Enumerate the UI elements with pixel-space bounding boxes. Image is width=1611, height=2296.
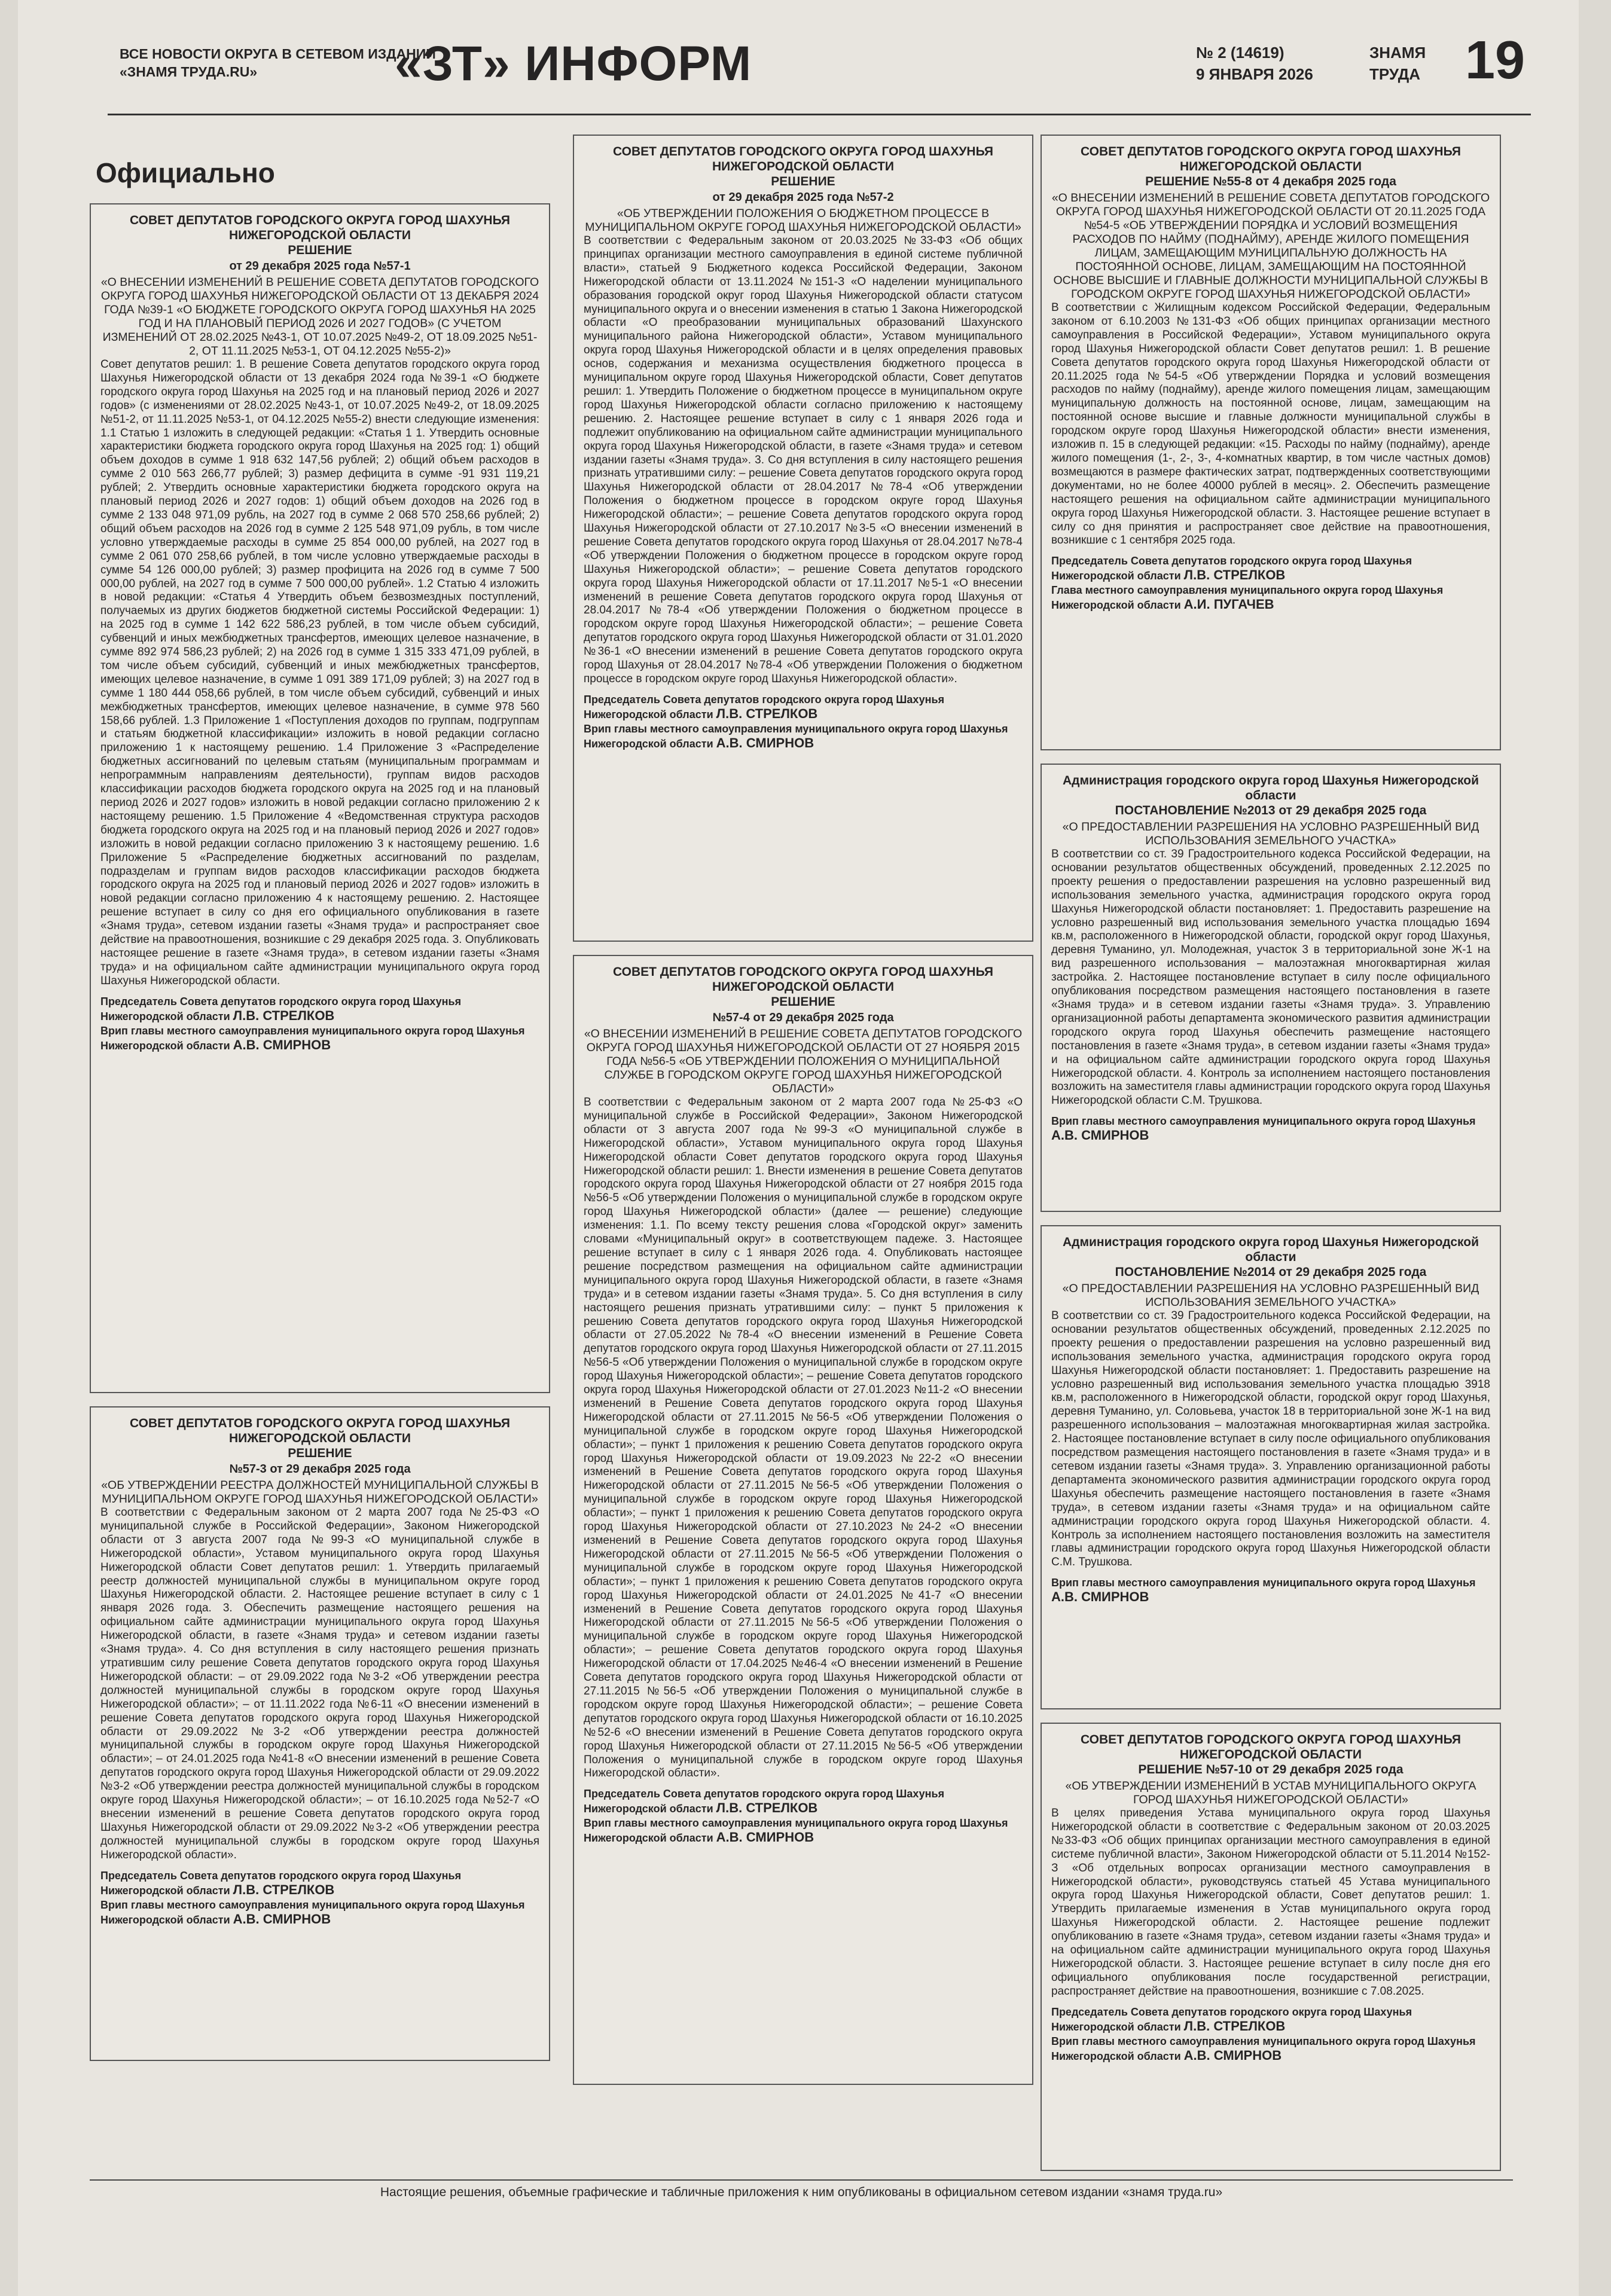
signer-1-name: Л.В. СТРЕЛКОВ bbox=[233, 1882, 335, 1897]
signer-2-name: А.И. ПУГАЧЕВ bbox=[1183, 597, 1274, 612]
doc-authority: СОВЕТ ДЕПУТАТОВ ГОРОДСКОГО ОКРУГА ГОРОД ШАХУНЬЯ НИЖЕГОРОДСКОЙ ОБЛАСТИ bbox=[1081, 1733, 1461, 1761]
doc-kind: РЕШЕНИЕ bbox=[288, 1446, 352, 1460]
doc-authority: СОВЕТ ДЕПУТАТОВ ГОРОДСКОГО ОКРУГА ГОРОД ШАХУНЬЯ НИЖЕГОРОДСКОЙ ОБЛАСТИ bbox=[130, 1416, 510, 1445]
doc-kind: ПОСТАНОВЛЕНИЕ №2013 от 29 декабря 2025 года bbox=[1115, 804, 1427, 817]
signer-1-title: Врип главы местного самоуправления муниципального округа город Шахунья bbox=[1051, 1577, 1476, 1589]
signer-2-name: А.В. СМИРНОВ bbox=[716, 1830, 814, 1845]
doc-authority: СОВЕТ ДЕПУТАТОВ ГОРОДСКОГО ОКРУГА ГОРОД ШАХУНЬЯ НИЖЕГОРОДСКОЙ ОБЛАСТИ bbox=[130, 213, 510, 242]
signer-2-name: А.В. СМИРНОВ bbox=[233, 1911, 331, 1926]
doc-title: «ОБ УТВЕРЖДЕНИИ РЕЕСТРА ДОЛЖНОСТЕЙ МУНИЦИПАЛЬНОЙ СЛУЖБЫ В МУНИЦИПАЛЬНОМ ОКРУГЕ ГОРОД ШАХУНЬЯ НИЖЕГОРОДСКОЙ ОБЛАСТИ» bbox=[101, 1479, 539, 1506]
doc-authority: СОВЕТ ДЕПУТАТОВ ГОРОДСКОГО ОКРУГА ГОРОД ШАХУНЬЯ НИЖЕГОРОДСКОЙ ОБЛАСТИ bbox=[1081, 145, 1461, 173]
doc-body: Совет депутатов решил: 1. В решение Совета депутатов городского округа город Шахунья Нижегородской области от 13 декабря 2024 года №39-1 «О бюджете городского округа город Шахунья на 2025 год и на плановый период 2026 и 2027 годов» (с изменениями от 28.02.2025 №43-1, от 10.07.2025 №49-2, от 18.09.2025 №51-2, от 11.11.2025 №53-1, от 04.12.2025 №55-2) внести следующие изменения: 1.1 Статью 1 изложить в следующей редакции: «Статья 1 1. Утвердить основные характеристики бюджета городского округа город Шахунья на 2025 год: 1) общий объем доходов в сумме 1 918 632 147,56 рублей; 2) общий объем расходов в сумме 2 010 563 266,77 рублей; 3) размер дефицита в сумме -91 931 119,21 рублей; 2. Утвердить основные характеристики бюджета городского округа на плановый период 2026 и 2027 годов: 1) общий объем доходов на 2026 год в сумме 2 133 048 971,09 рубль, на 2027 год в сумме 2 068 570 258,66 рублей; 2) общий объем расходов на 2026 год в сумме 2 125 548 971,09 рубль, в том числе условно утверждаемые расходы в сумме 25 854 000,00 рублей, на 2027 год в сумме 2 061 070 258,66 рублей, в том числе условно утверждаемые расходы в сумме 54 126 000,00 рублей; 3) размер профицита на 2026 год в сумме 7 500 000,00 рублей, на 2027 год в сумме 7 500 000,00 рублей». 1.2 Статью 4 изложить в новой редакции: «Статья 4 Утвердить объем безвозмездных поступлений, получаемых из других бюджетов бюджетной системы Российской Федерации: 1) на 2025 год в сумме 1 142 622 586,23 рублей, в том числе объем субсидий, субвенций и иных межбюджетных трансфертов, имеющих целевое назначение, в сумме 892 974 586,23 рублей; 2) на 2026 год в сумме 1 315 333 471,09 рублей, в том числе объем субсидий, субвенций и иных межбюджетных трансфертов, имеющих целевое назначение, в сумме 1 091 389 171,09 рублей; 3) на 2027 год в сумме 1 180 444 058,66 рублей, в том числе объем субсидий, субвенций и иных межбюджетных трансфертов, имеющих целевое назначение, в сумме 978 560 158,66 рублей. 1.3 Приложение 1 «Поступления доходов по группам, подгруппам и статьям бюджетной классификации» изложить в новой редакции согласно приложению 1 к настоящему решению. 1.4 Приложение 3 «Распределение бюджетных ассигнований по целевым статьям (муниципальным программам и непрограммным направлениям деятельности), группам видов расходов классификации расходов бюджета городского округа на 2025 год и на плановый период 2026 и 2027 годов» изложить в новой редакции согласно приложению 2 к настоящему решению. 1.5 Приложение 4 «Ведомственная структура расходов бюджета городского округа на 2025 год и на плановый период 2026 и 2027 годов» изложить в новой редакции согласно приложению 3 к настоящему решению. 1.6 Приложение 5 «Распределение бюджетных ассигнований по разделам, подразделам и группам видов расходов классификации расходов бюджета городского округа на 2025 год и плановый период 2026 и 2027 годов» изложить в новой редакции согласно приложению 4 к настоящему решению. 2. Настоящее решение вступает в силу со дня его официального опубликования в газете «Знамя труда», сетевом издании газеты «Знамя труда» и распространяет свое действие на правоотношения, возникшие с 29 декабря 2025 года. 3. Опубликовать настоящее решение в газете «Знамя труда», в сетевом издании газеты «Знамя труда» и на официальном сайте администрации муниципального округа город Шахунья Нижегородской области. bbox=[100, 358, 539, 987]
document-57-4 bbox=[573, 955, 1033, 2085]
doc-kind: ПОСТАНОВЛЕНИЕ №2014 от 29 декабря 2025 года bbox=[1115, 1265, 1427, 1279]
doc-date: от 29 декабря 2025 года №57-2 bbox=[712, 191, 894, 204]
doc-title: «ОБ УТВЕРЖДЕНИИ ИЗМЕНЕНИЙ В УСТАВ МУНИЦИПАЛЬНОГО ОКРУГА ГОРОД ШАХУНЬЯ НИЖЕГОРОДСКОЙ ОБЛАСТИ» bbox=[1065, 1779, 1476, 1806]
doc-signature bbox=[1051, 2005, 1490, 2063]
signer-2-title: Врип главы местного самоуправления муниципального округа город Шахунья Нижегородской области bbox=[100, 1024, 525, 1052]
signer-2-name: А.В. СМИРНОВ bbox=[716, 735, 814, 750]
doc-title: «О ВНЕСЕНИИ ИЗМЕНЕНИЙ В РЕШЕНИЕ СОВЕТА ДЕПУТАТОВ ГОРОДСКОГО ОКРУГА ГОРОД ШАХУНЬЯ НИЖЕГОРОДСКОЙ ОБЛАСТИ ОТ 27 НОЯБРЯ 2015 ГОДА №56-5 «ОБ УТВЕРЖДЕНИИ ПОЛОЖЕНИЯ О МУНИЦИПАЛЬНОЙ СЛУЖБЕ В ГОРОДСКОМ ОКРУГЕ ГОРОД ШАХУНЬЯ НИЖЕГОРОДСКОЙ ОБЛАСТИ» bbox=[584, 1027, 1023, 1095]
newspaper-name-2: ТРУДА bbox=[1369, 65, 1421, 83]
signer-1-title: Председатель Совета депутатов городского округа город Шахунья Нижегородской области bbox=[100, 1869, 462, 1897]
signer-2-title: Глава местного самоуправления муниципального округа город Шахунья Нижегородской области bbox=[1051, 584, 1444, 612]
doc-signature bbox=[1051, 1576, 1490, 1605]
signer-2-name: А.В. СМИРНОВ bbox=[233, 1037, 331, 1052]
signer-1-title: Председатель Совета депутатов городского округа город Шахунья Нижегородской области bbox=[100, 995, 462, 1022]
doc-body: В соответствии с Федеральным законом от 20.03.2025 №33-ФЗ «Об общих принципах организации местного самоуправления в единой системе публичной власти», статьей 9 Бюджетного кодекса Российской Федерации, Законом Нижегородской области от 13.11.2024 №151-З «О наделении муниципального образования городской округ город Шахунья Нижегородской области статусом муниципального округа и о внесении изменения в статью 1 Закона Нижегородской области «О преобразовании муниципальных образований Шахунского муниципального района Нижегородской области», Уставом муниципального округа город Шахунья Нижегородской области и в целях определения правовых основ, содержания и механизма осуществления бюджетного процесса в муниципальном округе город Шахунья Нижегородской области, Совет депутатов решил: 1. Утвердить Положение о бюджетном процессе в муниципальном округе город Шахунья Нижегородской области согласно приложению к настоящему решению. 2. Настоящее решение вступает в силу с 1 января 2026 года и подлежит опубликованию на официальном сайте администрации муниципального округа город Шахунья Нижегородской области, в газете «Знамя труда» и сетевом издании газеты «Знамя труда». 3. Со дня вступления в силу настоящего решения признать утратившими силу: – решение Совета депутатов городского округа город Шахунья Нижегородской области от 28.04.2017 №78-4 «Об утверждении Положения о бюджетном процессе в городском округе город Шахунья Нижегородской области»; – решение Совета депутатов городского округа город Шахунья Нижегородской области от 27.10.2017 №3-5 «О внесении изменений в решение Совета депутатов городского округа город Шахунья от 28.04.2017 №78-4 «Об утверждении Положения о бюджетном процессе в городском округе город Шахунья Нижегородской области»; – решение Совета депутатов городского округа город Шахунья Нижегородской области от 17.11.2017 №5-1 «О внесении изменений в решение Совета депутатов городского округа город Шахунья от 28.04.2017 №78-4 «Об утверждении Положения о бюджетном процессе в городском округе город Шахунья Нижегородской области»; – решение Совета депутатов городского округа город Шахунья Нижегородской области от 31.01.2020 №36-1 «О внесении изменений в решение Совета депутатов городского округа город Шахунья от 28.04.2017 №78-4 «Об утверждении Положения о бюджетном процессе в городском округе город Шахунья Нижегородской области». bbox=[584, 234, 1023, 685]
newspaper-name bbox=[1369, 42, 1426, 85]
doc-signature bbox=[100, 1868, 539, 1927]
page-number: 19 bbox=[1465, 30, 1525, 90]
doc-signature bbox=[1051, 554, 1490, 612]
page-header bbox=[108, 24, 1531, 115]
doc-kind: РЕШЕНИЕ №57-10 от 29 декабря 2025 года bbox=[1138, 1763, 1403, 1776]
signer-1-name: Л.В. СТРЕЛКОВ bbox=[716, 1800, 818, 1816]
document-57-3 bbox=[90, 1406, 550, 2061]
signer-1-name: Л.В. СТРЕЛКОВ bbox=[233, 1007, 335, 1023]
doc-authority: СОВЕТ ДЕПУТАТОВ ГОРОДСКОГО ОКРУГА ГОРОД ШАХУНЬЯ НИЖЕГОРОДСКОЙ ОБЛАСТИ bbox=[613, 145, 993, 173]
doc-title: «О ПРЕДОСТАВЛЕНИИ РАЗРЕШЕНИЯ НА УСЛОВНО РАЗРЕШЕННЫЙ ВИД ИСПОЛЬЗОВАНИЯ ЗЕМЕЛЬНОГО УЧАСТКА» bbox=[1062, 820, 1479, 847]
site-promo bbox=[120, 45, 436, 81]
signer-1-name: А.В. СМИРНОВ bbox=[1051, 1589, 1149, 1605]
rubric-title: Официально bbox=[96, 157, 275, 188]
doc-signature bbox=[584, 692, 1023, 751]
column-left bbox=[90, 203, 550, 2074]
doc-title: «О ВНЕСЕНИИ ИЗМЕНЕНИЙ В РЕШЕНИЕ СОВЕТА ДЕПУТАТОВ ГОРОДСКОГО ОКРУГА ГОРОД ШАХУНЬЯ НИЖЕГОРОДСКОЙ ОБЛАСТИ ОТ 13 ДЕКАБРЯ 2024 ГОДА №39-1 «О БЮДЖЕТЕ ГОРОДСКОГО ОКРУГА ГОРОД ШАХУНЬЯ НА 2025 ГОД И НА ПЛАНОВЫЙ ПЕРИОД 2026 И 2027 ГОДОВ» (С УЧЕТОМ ИЗМЕНЕНИЙ ОТ 28.02.2025 №43-1, ОТ 10.07.2025 №49-2, ОТ 18.09.2025 №51-2, ОТ 11.11.2025 №53-1, ОТ 04.12.2025 №55-2)» bbox=[100, 276, 539, 358]
signer-1-name: Л.В. СТРЕЛКОВ bbox=[1183, 2018, 1286, 2034]
document-2013 bbox=[1041, 764, 1501, 1212]
issue-info bbox=[1196, 42, 1313, 85]
signer-1-title: Врип главы местного самоуправления муниципального округа город Шахунья bbox=[1051, 1115, 1476, 1128]
doc-date: №57-4 от 29 декабря 2025 года bbox=[712, 1011, 894, 1024]
document-55-8 bbox=[1041, 135, 1501, 750]
signer-1-title: Председатель Совета депутатов городского округа город Шахунья Нижегородской области bbox=[1051, 555, 1412, 582]
issue-date: 9 ЯНВАРЯ 2026 bbox=[1196, 65, 1313, 83]
signer-1-title: Председатель Совета депутатов городского округа город Шахунья Нижегородской области bbox=[1051, 2005, 1412, 2033]
signer-2-name: А.В. СМИРНОВ bbox=[1183, 2047, 1282, 2063]
column-middle bbox=[573, 135, 1033, 2098]
document-57-1 bbox=[90, 203, 550, 1393]
doc-date: от 29 декабря 2025 года №57-1 bbox=[229, 259, 411, 273]
page-footer-note: Настоящие решения, объемные графические и табличные приложения к ним опубликованы в официальном сетевом издании «знамя труда.ru» bbox=[90, 2179, 1513, 2200]
doc-kind: РЕШЕНИЕ №55-8 от 4 декабря 2025 года bbox=[1145, 175, 1396, 188]
doc-title: «ОБ УТВЕРЖДЕНИИ ПОЛОЖЕНИЯ О БЮДЖЕТНОМ ПРОЦЕССЕ В МУНИЦИПАЛЬНОМ ОКРУГЕ ГОРОД ШАХУНЬЯ НИЖЕГОРОДСКОЙ ОБЛАСТИ» bbox=[585, 207, 1021, 234]
site-line-2: «ЗНАМЯ ТРУДА.RU» bbox=[120, 64, 258, 80]
doc-signature bbox=[584, 1787, 1023, 1845]
doc-kind: РЕШЕНИЕ bbox=[771, 175, 835, 188]
doc-body: В целях приведения Устава муниципального округа город Шахунья Нижегородской области в соответствие с Федеральным законом от 20.03.2025 №33-ФЗ «Об общих принципах организации местного самоуправления в единой системе публичной власти», Законом Нижегородской области от 5.11.2014 №152-З «Об отдельных вопросах организации местного самоуправления в Нижегородской области», руководствуясь статьей 45 Устава муниципального округа город Шахунья Нижегородской области, Совет депутатов решил: 1. Утвердить прилагаемые изменения в Устав муниципального округа город Шахунья Нижегородской области. 2. Настоящее решение подлежит опубликованию в газете «Знамя труда», сетевом издании газеты «Знамя труда» и на официальном сайте администрации муниципального округа город Шахунья Нижегородской области. 3. Настоящее решение вступает в силу после дня его официального опубликования после государственной регистрации, распространяет действие на правоотношения, возникшие с 7.08.2025. bbox=[1051, 1807, 1490, 1998]
doc-kind: РЕШЕНИЕ bbox=[771, 995, 835, 1009]
column-right bbox=[1041, 135, 1501, 2184]
signer-2-title: Врип главы местного самоуправления муниципального округа город Шахунья Нижегородской области bbox=[584, 722, 1008, 750]
doc-kind: РЕШЕНИЕ bbox=[288, 243, 352, 257]
signer-2-title: Врип главы местного самоуправления муниципального округа город Шахунья Нижегородской области bbox=[1051, 2035, 1476, 2062]
doc-authority: Администрация городского округа город Шахунья Нижегородской области bbox=[1062, 774, 1479, 802]
doc-body: В соответствии со ст. 39 Градостроительного кодекса Российской Федерации, на основании результатов общественных обсуждений, проведенных 2.12.2025 по проекту решения о предоставлении разрешения на условно разрешенный вид использования земельного участка, администрация городского округа город Шахунья Нижегородской области постановляет: 1. Предоставить разрешение на условно разрешенный вид использования земельного участка площадью 1694 кв.м, расположенного в Нижегородской области, городской округ город Шахунья, деревня Туманино, ул. Молодежная, участок 3 в территориальной зоне Ж-1 на вид разрешенного использования – малоэтажная многоквартирная жилая застройка. 2. Настоящее постановление вступает в силу после официального опубликования посредством размещения настоящего постановления в газете «Знамя труда» и в сетевом издании газеты «Знамя труда». 3. Управлению организационной работы департамента экономического развития администрации городского округа город Шахунья обеспечить размещение настоящего постановления в газете «Знамя труда», в сетевом издании газеты «Знамя труда» и на официальном сайте администрации городского округа город Шахунья Нижегородской области. 4. Контроль за исполнением настоящего постановления возложить на заместителя главы администрации городского округа город Шахунья Нижегородской области С.М. Трушкова. bbox=[1051, 848, 1490, 1107]
doc-body: В соответствии с Федеральным законом от 2 марта 2007 года №25-ФЗ «О муниципальной службе в Российской Федерации», Законом Нижегородской области от 3 августа 2007 года №99-З «О муниципальной службе в Нижегородской области», Уставом муниципального округа город Шахунья Нижегородской области Совет депутатов решил: 1. Утвердить прилагаемый реестр должностей муниципальной службы в муниципальном округе город Шахунья Нижегородской области. 2. Настоящее решение вступает в силу с 1 января 2026 года. 3. Обеспечить размещение настоящего решения на официальном сайте администрации муниципального округа город Шахунья Нижегородской области, в газете «Знамя труда» и сетевом издании газеты «Знамя труда». 4. Со дня вступления в силу настоящего решения признать утратившим силу решение Совета депутатов городского округа город Шахунья Нижегородской области: – от 29.09.2022 года №3-2 «Об утверждении реестра должностей муниципальной службы в городском округе город Шахунья Нижегородской области»; – от 11.11.2022 года №6-11 «О внесении изменений в решение Совета депутатов городского округа город Шахунья Нижегородской области от 29.09.2022 №3-2 «Об утверждении реестра должностей муниципальной службы в городском округе город Шахунья Нижегородской области»; – от 24.01.2025 года №41-8 «О внесении изменений в решение Совета депутатов городского округа город Шахунья Нижегородской области от 29.09.2022 №3-2 «Об утверждении реестра должностей муниципальной службы в городском округе город Шахунья Нижегородской области»; – от 16.10.2025 года №52-7 «О внесении изменений в решение Совета депутатов городского округа город Шахунья Нижегородской области от 29.09.2022 №3-2 «Об утверждении реестра должностей муниципальной службы в городском округе город Шахунья Нижегородской области». bbox=[100, 1506, 539, 1861]
doc-date: №57-3 от 29 декабря 2025 года bbox=[229, 1463, 411, 1476]
signer-1-name: Л.В. СТРЕЛКОВ bbox=[716, 706, 818, 721]
section-brand: «ЗТ» ИНФОРМ bbox=[395, 36, 752, 91]
doc-authority: СОВЕТ ДЕПУТАТОВ ГОРОДСКОГО ОКРУГА ГОРОД ШАХУНЬЯ НИЖЕГОРОДСКОЙ ОБЛАСТИ bbox=[613, 965, 993, 994]
doc-title: «О ВНЕСЕНИИ ИЗМЕНЕНИЙ В РЕШЕНИЕ СОВЕТА ДЕПУТАТОВ ГОРОДСКОГО ОКРУГА ГОРОД ШАХУНЬЯ НИЖЕГОРОДСКОЙ ОБЛАСТИ ОТ 20.11.2025 ГОДА №54-5 «ОБ УТВЕРЖДЕНИИ ПОРЯДКА И УСЛОВИЙ ВОЗМЕЩЕНИЯ РАСХОДОВ ПО НАЙМУ (ПОДНАЙМУ), АРЕНДЕ ЖИЛОГО ПОМЕЩЕНИЯ ЛИЦАМ, ЗАМЕЩАЮЩИМ МУНИЦИПАЛЬНУЮ ДОЛЖНОСТЬ НА ПОСТОЯННОЙ ОСНОВЕ, ЛИЦАМ, ЗАМЕЩАЮЩИМ НА ПОСТОЯННОЙ ОСНОВЕ ВЫСШИЕ И ГЛАВНЫЕ ДОЛЖНОСТИ МУНИЦИПАЛЬНОЙ СЛУЖБЫ В ГОРОДСКОМ ОКРУГЕ ГОРОД ШАХУНЬЯ НИЖЕГОРОДСКОЙ ОБЛАСТИ» bbox=[1051, 191, 1490, 301]
doc-authority: Администрация городского округа город Шахунья Нижегородской области bbox=[1062, 1235, 1479, 1264]
signer-1-name: Л.В. СТРЕЛКОВ bbox=[1183, 567, 1286, 583]
newspaper-name-1: ЗНАМЯ bbox=[1369, 44, 1426, 62]
issue-number: № 2 (14619) bbox=[1196, 44, 1284, 62]
doc-body: В соответствии со ст. 39 Градостроительного кодекса Российской Федерации, на основании результатов общественных обсуждений, проведенных 2.12.2025 по проекту решения о предоставлении разрешения на условно разрешенный вид использования земельного участка, администрация городского округа город Шахунья Нижегородской области постановляет: 1. Предоставить разрешение на условно разрешенный вид использования земельного участка площадью 3918 кв.м, расположенного в Нижегородской области, городской округ город Шахунья, деревня Туманино, ул. Соловьева, участок 18 в территориальной зоне Ж-1 на вид разрешенного использования – малоэтажная многоквартирная жилая застройка. 2. Настоящее постановление вступает в силу после официального опубликования посредством размещения настоящего постановления в газете «Знамя труда» и в сетевом издании газеты «Знамя труда». 3. Управлению организационной работы департамента экономического развития администрации городского округа город Шахунья обеспечить размещение настоящего постановления в газете «Знамя труда», в сетевом издании газеты «Знамя труда» и на официальном сайте администрации городского округа город Шахунья Нижегородской области. 4. Контроль за исполнением настоящего постановления возложить на заместителя главы администрации городского округа город Шахунья Нижегородской области С.М. Трушкова. bbox=[1051, 1309, 1490, 1569]
document-57-2 bbox=[573, 135, 1033, 942]
site-line-1: ВСЕ НОВОСТИ ОКРУГА В СЕТЕВОМ ИЗДАНИИ bbox=[120, 46, 436, 62]
signer-1-title: Председатель Совета депутатов городского округа город Шахунья Нижегородской области bbox=[584, 1788, 945, 1815]
signer-1-title: Председатель Совета депутатов городского округа город Шахунья Нижегородской области bbox=[584, 693, 945, 720]
doc-body: В соответствии с Жилищным кодексом Российской Федерации, Федеральным законом от 6.10.2003 №131-ФЗ «Об общих принципах организации местного самоуправления в Российской Федерации», Уставом муниципального округа город Шахунья Нижегородской области Совет депутатов решил: 1. В решение Совета депутатов городского округа город Шахунья Нижегородской области от 20.11.2025 года №54-5 «Об утверждении Порядка и условий возмещения расходов по найму (поднайму), аренде жилого помещения лицам, замещающим муниципальную должность на постоянной основе, лицам, замещающим на постоянной основе высшие и главные должности муниципальной службы в городском округе город Шахунья Нижегородской области» внести изменения, изложив п. 15 в следующей редакции: «15. Расходы по найму (поднайму), аренде жилого помещения (1-, 2-, 3-, 4-комнатных квартир, в том числе частных домов) возмещаются в размере фактических затрат, подтвержденных соответствующими документами, но не более 40000 рублей в месяц». 2. Обеспечить размещение настоящего решения на официальном сайте администрации муниципального округа город Шахунья Нижегородской области. 3. Настоящее решение вступает в силу со дня принятия и распространяет свое действие на правоотношения, возникшие с 1 сентября 2025 года. bbox=[1051, 301, 1490, 547]
signer-1-name: А.В. СМИРНОВ bbox=[1051, 1128, 1149, 1143]
document-2014 bbox=[1041, 1225, 1501, 1709]
signer-2-title: Врип главы местного самоуправления муниципального округа город Шахунья Нижегородской области bbox=[100, 1898, 525, 1926]
signer-2-title: Врип главы местного самоуправления муниципального округа город Шахунья Нижегородской области bbox=[584, 1817, 1008, 1845]
doc-body: В соответствии с Федеральным законом от 2 марта 2007 года №25-ФЗ «О муниципальной службе в Российской Федерации», Законом Нижегородской области от 3 августа 2007 года №99-З «О муниципальной службе в Нижегородской области», Уставом муниципального округа город Шахунья Нижегородской области Совет депутатов городского округа город Шахунья Нижегородской области решил: 1. Внести изменения в решение Совета депутатов городского округа город Шахунья Нижегородской области от 27 ноября 2015 года №56-5 «Об утверждении Положения о муниципальной службе в городском округе город Шахунья Нижегородской области» (далее — решение) следующие изменения: 1.1. По всему тексту решения слова «Городской округ» заменить словами «Муниципальный округ» в соответствующем падеже. 3. Настоящее решение вступает в силу с 1 января 2026 года. 4. Опубликовать настоящее решение посредством размещения на официальном сайте администрации муниципального округа город Шахунья Нижегородской области, в газете «Знамя труда» и в сетевом издании газеты «Знамя труда». 5. Со дня вступления в силу настоящего решения признать утратившими силу: – пункт 5 приложения к решению Совета депутатов городского округа город Шахунья Нижегородской области от 27.05.2022 №78-4 «О внесении изменений в Решение Совета депутатов городского округа город Шахунья Нижегородской области от 27.11.2015 №56-5 «Об утверждении Положения о муниципальной службе в городском округе город Шахунья Нижегородской области»; – решение Совета депутатов городского округа город Шахунья Нижегородской области от 27.01.2023 №11-2 «О внесении изменений в Решение Совета депутатов городского округа город Шахунья Нижегородской области от 27.11.2015 №56-5 «Об утверждении Положения о муниципальной службе в городском округе город Шахунья Нижегородской области»; – пункт 1 приложения к решению Совета депутатов городского округа город Шахунья Нижегородской области от 19.09.2023 №22-2 «О внесении изменений в Решение Совета депутатов городского округа город Шахунья Нижегородской области от 27.11.2015 №56-5 «Об утверждении Положения о муниципальной службе в городском округе город Шахунья Нижегородской области»; – пункт 1 приложения к решению Совета депутатов городского округа город Шахунья Нижегородской области от 27.10.2023 №24-2 «О внесении изменений в Решение Совета депутатов городского округа город Шахунья Нижегородской области от 27.11.2015 №56-5 «Об утверждении Положения о муниципальной службе в городском округе город Шахунья Нижегородской области»; – пункт 1 приложения к решению Совета депутатов городского округа город Шахунья Нижегородской области от 24.01.2025 №41-7 «О внесении изменений в Решение Совета депутатов городского округа город Шахунья Нижегородской области от 27.11.2015 №56-5 «Об утверждении Положения о муниципальной службе в городском округе город Шахунья Нижегородской области»; – решение Совета депутатов городского округа город Шахунья Нижегородской области от 17.04.2025 №46-4 «О внесении изменений в Решение Совета депутатов городского округа город Шахунья Нижегородской области от 27.11.2015 №56-5 «Об утверждении Положения о муниципальной службе в городском округе город Шахунья Нижегородской области»; – решение Совета депутатов городского округа город Шахунья Нижегородской области от 16.10.2025 №52-6 «О внесении изменений в Решение Совета депутатов городского округа город Шахунья Нижегородской области от 27.11.2015 №56-5 «Об утверждении Положения о муниципальной службе в городском округе город Шахунья Нижегородской области». bbox=[584, 1096, 1023, 1780]
doc-title: «О ПРЕДОСТАВЛЕНИИ РАЗРЕШЕНИЯ НА УСЛОВНО РАЗРЕШЕННЫЙ ВИД ИСПОЛЬЗОВАНИЯ ЗЕМЕЛЬНОГО УЧАСТКА» bbox=[1062, 1282, 1479, 1309]
doc-signature bbox=[100, 994, 539, 1053]
doc-signature bbox=[1051, 1114, 1490, 1143]
document-57-10 bbox=[1041, 1723, 1501, 2171]
